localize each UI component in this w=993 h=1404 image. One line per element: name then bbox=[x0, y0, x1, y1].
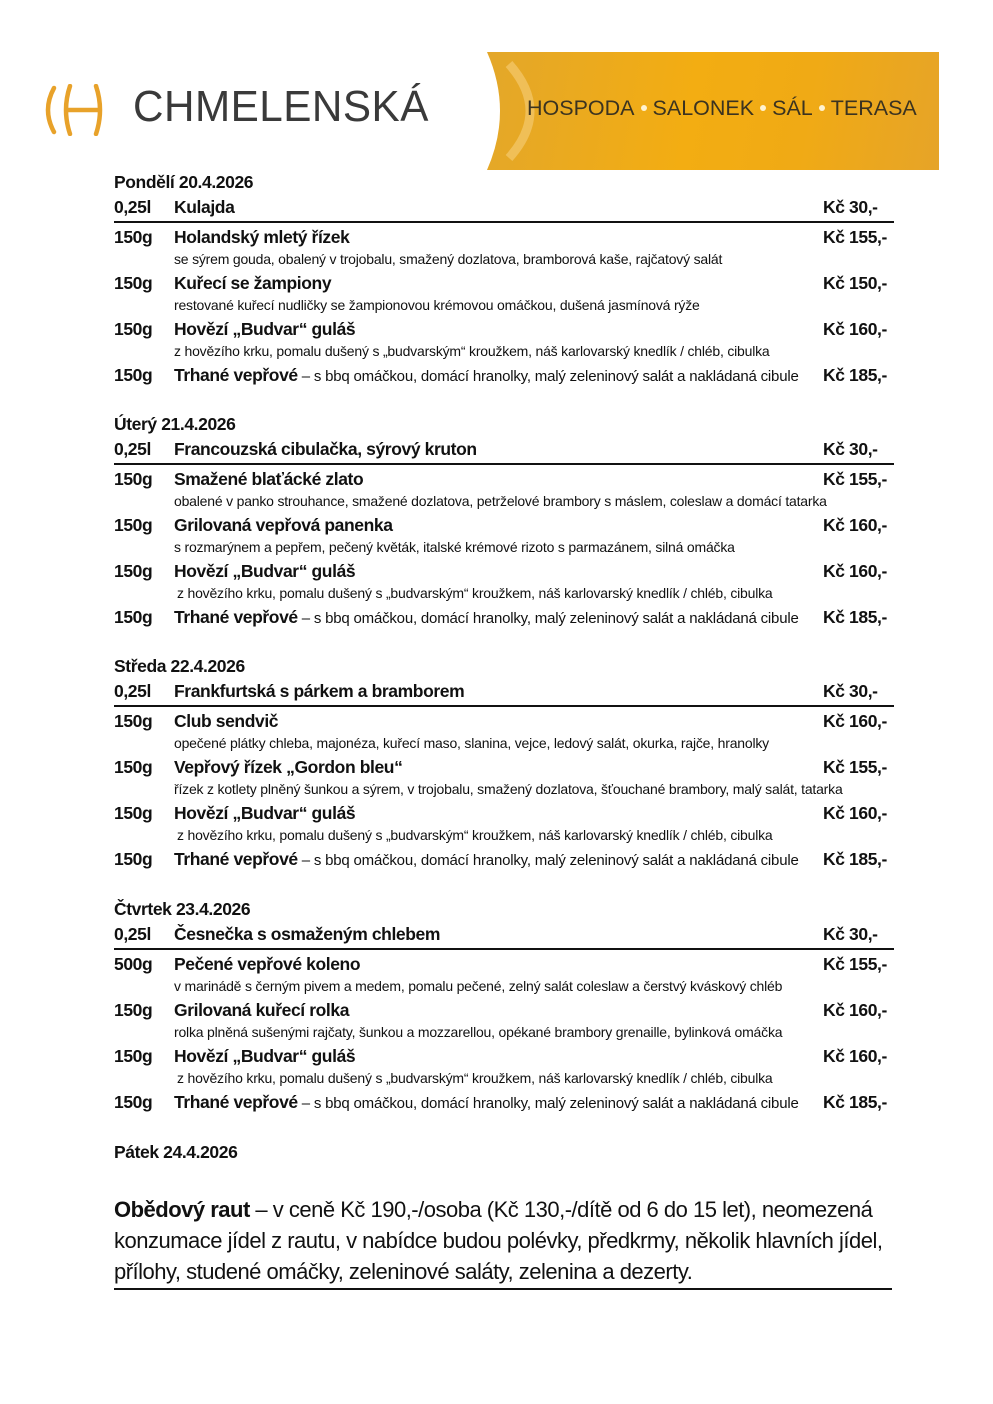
day-title: Středa 22.4.2026 bbox=[114, 656, 245, 676]
item-price: Kč 185,- bbox=[823, 365, 887, 385]
item-description: z hovězího krku, pomalu dušený s „budvarským“ kroužkem, náš karlovarský knedlík / chléb, cibulka bbox=[177, 827, 773, 843]
item-price: Kč 160,- bbox=[823, 803, 887, 823]
soup-name: Kulajda bbox=[174, 197, 235, 217]
day-title: Čtvrtek 23.4.2026 bbox=[114, 899, 251, 919]
soup-price: Kč 30,- bbox=[823, 924, 878, 944]
item-title: Trhané vepřové bbox=[174, 1092, 298, 1112]
item-price: Kč 185,- bbox=[823, 1092, 887, 1112]
item-quantity: 150g bbox=[114, 849, 153, 869]
item-quantity: 150g bbox=[114, 319, 153, 339]
item-title: Trhané vepřové bbox=[174, 607, 298, 627]
item-description: v marinádě s černým pivem a medem, pomalu pečené, zelný salát coleslaw a čerstvý kváskový chléb bbox=[174, 978, 783, 994]
soup-quantity: 0,25l bbox=[114, 681, 151, 701]
item-description: z hovězího krku, pomalu dušený s „budvarským“ kroužkem, náš karlovarský knedlík / chléb, cibulka bbox=[177, 585, 773, 601]
item-quantity: 150g bbox=[114, 1046, 153, 1066]
item-quantity: 150g bbox=[114, 365, 153, 385]
item-quantity: 150g bbox=[114, 273, 153, 293]
item-name: Vepřový řízek „Gordon bleu“ bbox=[174, 757, 403, 777]
item-name: Grilovaná vepřová panenka bbox=[174, 515, 393, 535]
banner-item: TERASA bbox=[830, 96, 917, 120]
soup-price: Kč 30,- bbox=[823, 681, 878, 701]
item-description: – s bbq omáčkou, domácí hranolky, malý zeleninový salát a nakládaná cibule bbox=[297, 368, 799, 385]
item-price: Kč 160,- bbox=[823, 319, 887, 339]
item-description: opečené plátky chleba, majonéza, kuřecí maso, slanina, vejce, ledový salát, okurka, rajče, hranolky bbox=[174, 735, 769, 751]
item-price: Kč 160,- bbox=[823, 711, 887, 731]
item-quantity: 150g bbox=[114, 1092, 153, 1112]
item-name bbox=[174, 607, 799, 628]
item-quantity: 150g bbox=[114, 607, 153, 627]
divider bbox=[114, 948, 894, 950]
raut-name: Obědový raut bbox=[114, 1197, 250, 1222]
item-name: Hovězí „Budvar“ guláš bbox=[174, 1046, 356, 1066]
item-name: Hovězí „Budvar“ guláš bbox=[174, 319, 356, 339]
divider bbox=[114, 1288, 892, 1290]
item-name: Hovězí „Budvar“ guláš bbox=[174, 561, 356, 581]
item-description: řízek z kotlety plněný šunkou a sýrem, v trojobalu, smažený dozlatova, šťouchané brambory, malý salát, tatarka bbox=[174, 781, 843, 797]
item-description: restované kuřecí nudličky se žampionovou krémovou omáčkou, dušená jasmínová rýže bbox=[174, 297, 700, 313]
item-name: Club sendvič bbox=[174, 711, 279, 731]
item-name: Kuřecí se žampiony bbox=[174, 273, 332, 293]
item-quantity: 150g bbox=[114, 469, 153, 489]
item-name bbox=[174, 365, 799, 386]
item-price: Kč 185,- bbox=[823, 607, 887, 627]
item-quantity: 150g bbox=[114, 711, 153, 731]
item-price: Kč 155,- bbox=[823, 469, 887, 489]
item-quantity: 150g bbox=[114, 1000, 153, 1020]
item-description: z hovězího krku, pomalu dušený s „budvarským“ kroužkem, náš karlovarský knedlík / chléb, cibulka bbox=[177, 1070, 773, 1086]
header-banner bbox=[487, 52, 939, 170]
banner-item: SÁL bbox=[772, 96, 813, 120]
item-quantity: 150g bbox=[114, 227, 153, 247]
day-title: Pondělí 20.4.2026 bbox=[114, 172, 254, 192]
banner-item: SALONEK bbox=[652, 96, 755, 120]
item-price: Kč 160,- bbox=[823, 1046, 887, 1066]
item-price: Kč 155,- bbox=[823, 954, 887, 974]
soup-quantity: 0,25l bbox=[114, 439, 151, 459]
soup-quantity: 0,25l bbox=[114, 197, 151, 217]
soup-quantity: 0,25l bbox=[114, 924, 151, 944]
item-price: Kč 160,- bbox=[823, 515, 887, 535]
item-quantity: 150g bbox=[114, 803, 153, 823]
ch-monogram-icon bbox=[40, 84, 118, 136]
item-quantity: 150g bbox=[114, 561, 153, 581]
item-price: Kč 155,- bbox=[823, 227, 887, 247]
item-description: – s bbq omáčkou, domácí hranolky, malý zeleninový salát a nakládaná cibule bbox=[297, 1095, 799, 1112]
dot-separator-icon bbox=[760, 105, 766, 111]
banner-item: HOSPODA bbox=[527, 96, 635, 120]
item-price: Kč 155,- bbox=[823, 757, 887, 777]
raut-text: – v ceně Kč 190,-/osoba (Kč 130,-/dítě od 6 do 15 let), neomezená konzumace jídel z rautu, v nabídce budou polévky, předkrmy, několik hlavních jídel, přílohy, studené omáčky, zeleninové saláty, zelenina a dezerty. bbox=[114, 1197, 883, 1284]
item-price: Kč 150,- bbox=[823, 273, 887, 293]
item-name bbox=[174, 849, 799, 870]
brand-name: CHMELENSKÁ bbox=[133, 82, 429, 131]
item-name bbox=[174, 1092, 799, 1113]
item-description: rolka plněná sušenými rajčaty, šunkou a mozzarellou, opékané brambory grenaille, bylinková omáčka bbox=[174, 1024, 783, 1040]
item-title: Trhané vepřové bbox=[174, 365, 298, 385]
raut-paragraph bbox=[114, 1194, 894, 1287]
banner-tagline bbox=[527, 96, 917, 121]
day-title: Pátek 24.4.2026 bbox=[114, 1142, 238, 1162]
dot-separator-icon bbox=[819, 105, 825, 111]
item-quantity: 500g bbox=[114, 954, 153, 974]
soup-name: Frankfurtská s párkem a bramborem bbox=[174, 681, 465, 701]
item-name: Hovězí „Budvar“ guláš bbox=[174, 803, 356, 823]
item-description: – s bbq omáčkou, domácí hranolky, malý zeleninový salát a nakládaná cibule bbox=[297, 852, 799, 869]
item-price: Kč 160,- bbox=[823, 561, 887, 581]
divider bbox=[114, 705, 894, 707]
soup-name: Francouzská cibulačka, sýrový kruton bbox=[174, 439, 477, 459]
item-description: s rozmarýnem a pepřem, pečený květák, italské krémové rizoto s parmazánem, silná omáčka bbox=[174, 539, 735, 555]
dot-separator-icon bbox=[641, 105, 647, 111]
item-description: obalené v panko strouhance, smažené dozlatova, petrželové brambory s máslem, coleslaw a domácí tatarka bbox=[174, 493, 827, 509]
item-name: Grilovaná kuřecí rolka bbox=[174, 1000, 350, 1020]
soup-price: Kč 30,- bbox=[823, 197, 878, 217]
item-title: Trhané vepřové bbox=[174, 849, 298, 869]
day-title: Úterý 21.4.2026 bbox=[114, 414, 236, 434]
item-description: z hovězího krku, pomalu dušený s „budvarským“ kroužkem, náš karlovarský knedlík / chléb, cibulka bbox=[174, 343, 770, 359]
soup-name: Česnečka s osmaženým chlebem bbox=[174, 924, 441, 944]
soup-price: Kč 30,- bbox=[823, 439, 878, 459]
item-description: se sýrem gouda, obalený v trojobalu, smažený dozlatova, bramborová kaše, rajčatový salát bbox=[174, 251, 723, 267]
item-name: Pečené vepřové koleno bbox=[174, 954, 361, 974]
item-quantity: 150g bbox=[114, 757, 153, 777]
item-price: Kč 160,- bbox=[823, 1000, 887, 1020]
item-price: Kč 185,- bbox=[823, 849, 887, 869]
item-description: – s bbq omáčkou, domácí hranolky, malý zeleninový salát a nakládaná cibule bbox=[297, 610, 799, 627]
divider bbox=[114, 221, 894, 223]
item-name: Smažené blaťácké zlato bbox=[174, 469, 364, 489]
divider bbox=[114, 463, 894, 465]
item-name: Holandský mletý řízek bbox=[174, 227, 350, 247]
item-quantity: 150g bbox=[114, 515, 153, 535]
